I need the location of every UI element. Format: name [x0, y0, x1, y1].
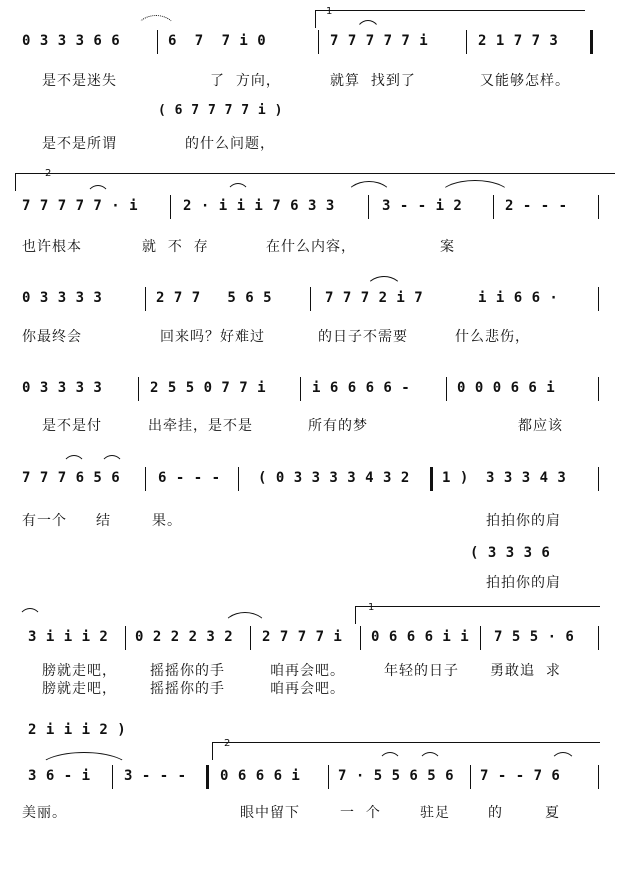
lyric-r10-4: 驻足: [420, 805, 450, 821]
volta-bracket: [315, 10, 316, 28]
notes-r1-m3: 7 7 7 7 7 i: [330, 33, 429, 49]
notes-r1-m4: 2 1 7 7 3: [478, 33, 559, 49]
slur: [100, 455, 124, 468]
notes-r7: ( 3 3 3 6: [470, 545, 551, 561]
lyric-r10-2: 眼中留下: [240, 805, 300, 821]
barline: [368, 195, 369, 219]
lyric-r3-4: 案: [440, 239, 455, 255]
barline: [360, 626, 361, 650]
barline: [598, 377, 599, 401]
lyric-r4-4: 什么悲伤，: [455, 329, 530, 345]
slur: [62, 455, 86, 468]
slur: [226, 183, 250, 196]
lyric-r8-verse2-1: 膀就走吧，: [42, 681, 117, 697]
lyric-r6-3: 果。: [152, 513, 182, 529]
barline: [157, 30, 158, 54]
notes-r8-m5: 7 5 5 · 6: [494, 629, 575, 645]
lyric-r8-verse2-2: 摇摇你的手: [150, 681, 225, 697]
barline: [598, 467, 599, 491]
notes-r8-m4: 0 6 6 6 i i: [371, 629, 470, 645]
lyric-r1-4: 又能够怎样。: [480, 73, 570, 89]
volta-first-label: 1: [326, 6, 333, 17]
volta-bracket: [15, 173, 16, 191]
barline: [598, 626, 599, 650]
slur: [418, 752, 442, 765]
volta-first-label-2: 1: [368, 602, 375, 613]
barline: [145, 467, 146, 491]
notes-r1-m2: 6 7 7 i 0: [168, 33, 267, 49]
lyric-r8-5: 勇敢追 求: [490, 663, 561, 679]
barline: [318, 30, 319, 54]
lyric-r8-4: 年轻的日子: [384, 663, 459, 679]
notes-r6-m3: ( 0 3 3 3 3 4 3 2: [258, 470, 410, 486]
lyric-r4-2: 回来吗？好难过: [160, 329, 265, 345]
lyric-r6-1: 有一个: [22, 513, 67, 529]
slur: [378, 752, 402, 765]
lyric-r7-1: 拍拍你的肩: [486, 575, 561, 591]
lyric-r10-3: 一 个: [340, 805, 381, 821]
notes-r5-m4: 0 0 0 6 6 i: [457, 380, 556, 396]
notes-r5-m3: i 6 6 6 6 -: [312, 380, 411, 396]
notes-r4-m3: 7 7 7 2 i 7: [325, 290, 424, 306]
barline: [480, 626, 481, 650]
notes-r6-m4: 1 ): [442, 470, 469, 486]
notes-r9: 2 i i i 2 ): [28, 722, 127, 738]
notes-r8-m2: 0 2 2 2 3 2: [135, 629, 234, 645]
slur: [438, 180, 512, 197]
barline: [238, 467, 239, 491]
volta-bracket: [355, 606, 356, 624]
barline: [300, 377, 301, 401]
notes-r10-m2: 3 - - -: [124, 768, 187, 784]
repeat-barline: [206, 765, 209, 789]
lyric-r3-2: 就 不 存: [142, 239, 209, 255]
notes-r8-m1: 3 i i i 2: [28, 629, 109, 645]
notes-r4-m1: 0 3 3 3 3: [22, 290, 103, 306]
slur: [365, 276, 403, 291]
barline: [112, 765, 113, 789]
lyric-r5-3: 所有的梦: [308, 418, 368, 434]
slur: [222, 612, 268, 629]
volta-bracket: [212, 742, 600, 743]
lyric-r5-4: 都应该: [518, 418, 563, 434]
notes-r3-m1: 7 7 7 7 7 · i: [22, 198, 139, 214]
volta-bracket: [212, 742, 213, 760]
lyric-r8-2: 摇摇你的手: [150, 663, 225, 679]
lyric-r8-verse2-3: 咱再会吧。: [270, 681, 345, 697]
barline: [250, 626, 251, 650]
notes-r10-m1: 3 6 - i: [28, 768, 91, 784]
slur: [38, 752, 130, 769]
notes-r10-m4: 7 · 5 5 6 5 6: [338, 768, 455, 784]
lyric-r10-5: 的: [488, 805, 503, 821]
notes-r5-m1: 0 3 3 3 3: [22, 380, 103, 396]
barline: [466, 30, 467, 54]
barline: [446, 377, 447, 401]
barline: [493, 195, 494, 219]
notes-r10-m5: 7 - - 7 6: [480, 768, 561, 784]
barline: [145, 287, 146, 311]
barline: [138, 377, 139, 401]
notes-r8-m3: 2 7 7 7 i: [262, 629, 343, 645]
notes-r3-m2: 2 · i i i 7 6 3 3: [183, 198, 335, 214]
lyric-r4-1: 你最终会: [22, 329, 82, 345]
lyric-r3-3: 在什么内容，: [266, 239, 356, 255]
lyric-r4-3: 的日子不需要: [318, 329, 408, 345]
lyric-r1-1: 是不是迷失: [42, 73, 117, 89]
barline: [598, 765, 599, 789]
lyric-r10-1: 美丽。: [22, 805, 67, 821]
slur: [135, 15, 177, 32]
volta-second-label: 2: [45, 168, 52, 179]
barline: [310, 287, 311, 311]
notes-r4-m2: 2 7 7 5 6 5: [156, 290, 273, 306]
slur: [18, 608, 42, 621]
volta-bracket: [315, 10, 585, 11]
barline: [598, 195, 599, 219]
slur: [550, 752, 576, 765]
lyric-r1-3: 就算 找到了: [330, 73, 416, 89]
barline: [470, 765, 471, 789]
lyric-r5-2: 出牵挂，是不是: [148, 418, 253, 434]
notes-r6-m2: 6 - - -: [158, 470, 221, 486]
notes-r3-m4: 2 - - -: [505, 198, 568, 214]
lyric-r5-1: 是不是付: [42, 418, 102, 434]
repeat-barline: [590, 30, 593, 54]
barline: [170, 195, 171, 219]
lyric-r8-1: 膀就走吧，: [42, 663, 117, 679]
notes-r6-m1: 7 7 7 6 5 6: [22, 470, 121, 486]
notes-r3-m3: 3 - - i 2: [382, 198, 463, 214]
lyric-r6-2: 结: [96, 513, 111, 529]
volta-bracket: [355, 606, 600, 607]
repeat-barline: [430, 467, 433, 491]
slur: [355, 20, 381, 35]
notes-r2: ( 6 7 7 7 7 i ): [158, 103, 283, 118]
notes-r4-m4: i i 6 6 ·: [478, 290, 559, 306]
lyric-r6-4: 拍拍你的肩: [486, 513, 561, 529]
volta-bracket: [15, 173, 615, 174]
lyric-r10-6: 夏: [545, 805, 560, 821]
lyric-r1-2: 了 方向，: [210, 73, 281, 89]
barline: [598, 287, 599, 311]
slur: [345, 181, 393, 198]
lyric-r2-1: 是不是所谓: [42, 136, 117, 152]
notes-r6-m5: 3 3 3 4 3: [486, 470, 567, 486]
barline: [125, 626, 126, 650]
notes-r1-m1: 0 3 3 3 6 6: [22, 33, 121, 49]
slur: [86, 185, 110, 198]
notes-r5-m2: 2 5 5 0 7 7 i: [150, 380, 267, 396]
lyric-r8-3: 咱再会吧。: [270, 663, 345, 679]
volta-second-label-2: 2: [224, 738, 231, 749]
lyric-r3-1: 也许根本: [22, 239, 82, 255]
barline: [328, 765, 329, 789]
lyric-r2-2: 的什么问题，: [185, 136, 275, 152]
notes-r10-m3: 0 6 6 6 i: [220, 768, 301, 784]
